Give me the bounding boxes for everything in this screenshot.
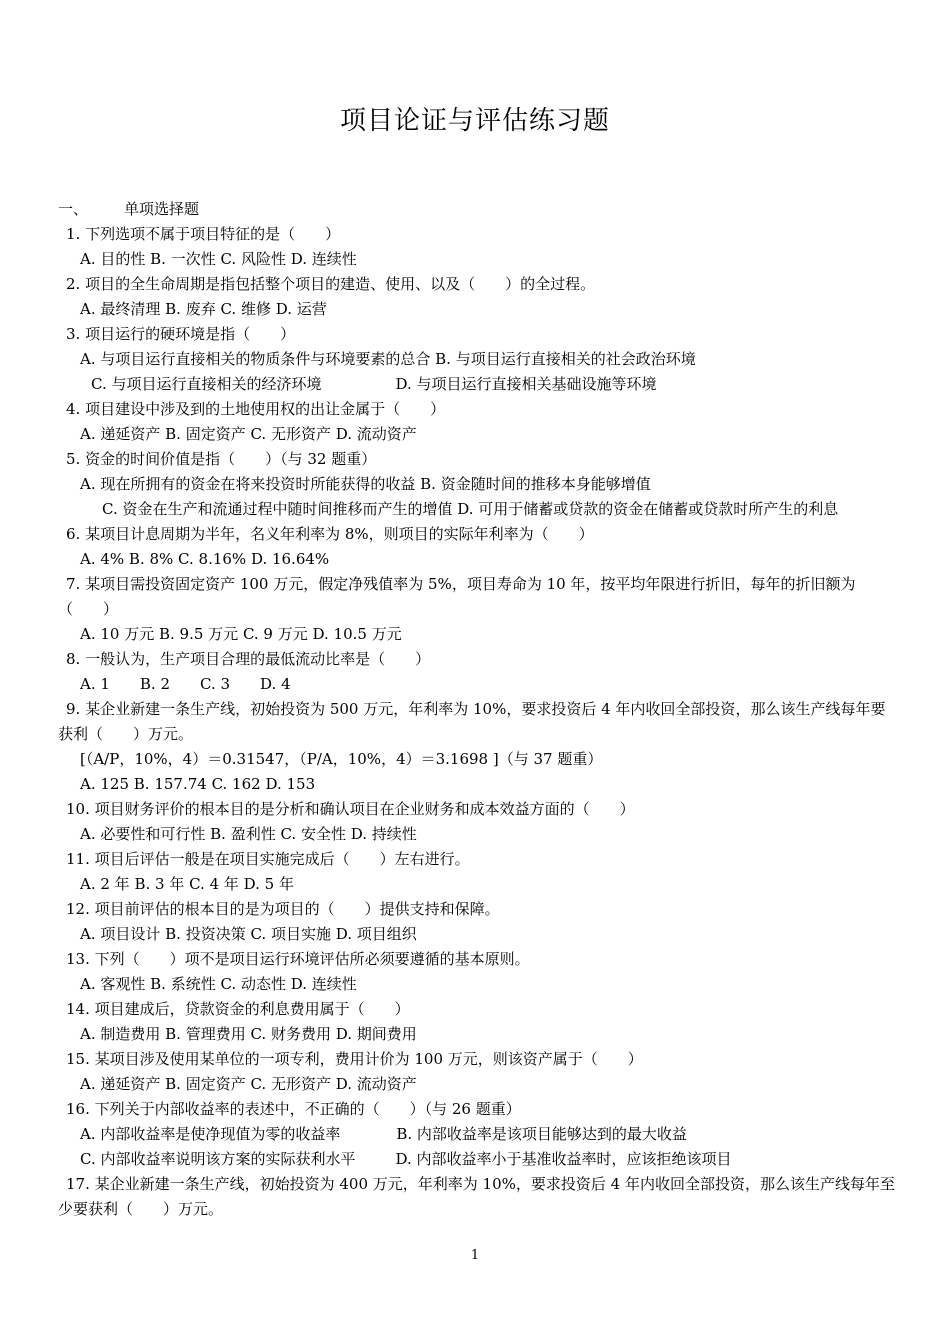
- question-2: 2. 项目的全生命周期是指包括整个项目的建造、使用、以及（ ）的全过程。: [66, 275, 596, 293]
- question-8-options: A. 1 B. 2 C. 3 D. 4: [80, 675, 291, 693]
- question-5-options-cd: C. 资金在生产和流通过程中随时间推移而产生的增值 D. 可用于储蓄或贷款的资金在储蓄或贷款时所产生的利息: [102, 500, 839, 518]
- question-1: 1. 下列选项不属于项目特征的是（ ）: [66, 225, 341, 243]
- question-16-option-c: C. 内部收益率说明该方案的实际获利水平: [80, 1150, 356, 1168]
- question-4: 4. 项目建设中涉及到的土地使用权的出让金属于（ ）: [66, 400, 446, 418]
- question-16: 16. 下列关于内部收益率的表述中，不正确的（ ）（与 26 题重）: [66, 1100, 521, 1118]
- question-16-option-d: D. 内部收益率小于基准收益率时，应该拒绝该项目: [395, 1150, 732, 1168]
- question-3-options-ab: A. 与项目运行直接相关的物质条件与环境要素的总合 B. 与项目运行直接相关的社会政治环境: [80, 350, 696, 368]
- question-14: 14. 项目建成后，贷款资金的利息费用属于（ ）: [66, 1000, 410, 1018]
- question-3: 3. 项目运行的硬环境是指（ ）: [66, 325, 296, 343]
- question-15: 15. 某项目涉及使用某单位的一项专利，费用计价为 100 万元，则该资产属于（ ）: [66, 1050, 643, 1068]
- question-2-options: A. 最终清理 B. 废弃 C. 维修 D. 运营: [80, 300, 327, 318]
- question-3-options-cd: [58, 372, 898, 397]
- document-title: 项目论证与评估练习题: [339, 106, 610, 136]
- question-11-options: A. 2 年 B. 3 年 C. 4 年 D. 5 年: [80, 875, 294, 893]
- question-9-factors: [（A/P，10%，4）＝0.31547，（P/A，10%，4）＝3.1698 ]（与 37 题重）: [80, 750, 603, 768]
- section-heading: [58, 197, 898, 222]
- question-16-option-a: A. 内部收益率是使净现值为零的收益率: [80, 1125, 341, 1143]
- question-17: 17. 某企业新建一条生产线，初始投资为 400 万元，年利率为 10%，要求投资后 4 年内收回全部投资，那么该生产线每年至少要获利（ ）万元。: [58, 1175, 895, 1218]
- question-11: 11. 项目后评估一般是在项目实施完成后（ ）左右进行。: [66, 850, 470, 868]
- question-10-options: A. 必要性和可行性 B. 盈利性 C. 安全性 D. 持续性: [80, 825, 417, 843]
- question-5-options-ab: A. 现在所拥有的资金在将来投资时所能获得的收益 B. 资金随时间的推移本身能够增值: [80, 475, 651, 493]
- question-16-option-b: B. 内部收益率是该项目能够达到的最大收益: [396, 1125, 687, 1143]
- question-12-options: A. 项目设计 B. 投资决策 C. 项目实施 D. 项目组织: [80, 925, 417, 943]
- question-13: 13. 下列（ ）项不是项目运行环境评估所必须要遵循的基本原则。: [66, 950, 530, 968]
- section-label: 单项选择题: [124, 200, 200, 218]
- question-1-options: A. 目的性 B. 一次性 C. 风险性 D. 连续性: [80, 250, 357, 268]
- question-8: 8. 一般认为，生产项目合理的最低流动比率是（ ）: [66, 650, 431, 668]
- question-16-options-cd: [58, 1147, 898, 1172]
- question-list: [58, 197, 898, 1222]
- question-13-options: A. 客观性 B. 系统性 C. 动态性 D. 连续性: [80, 975, 357, 993]
- question-16-options-ab: [58, 1122, 898, 1147]
- page-number: 1: [470, 1248, 480, 1263]
- section-number: 一、: [58, 200, 89, 218]
- question-4-options: A. 递延资产 B. 固定资产 C. 无形资产 D. 流动资产: [80, 425, 417, 443]
- question-9: 9. 某企业新建一条生产线，初始投资为 500 万元，年利率为 10%，要求投资后 4 年内收回全部投资，那么该生产线每年要获利（ ）万元。: [58, 700, 886, 743]
- question-10: 10. 项目财务评价的根本目的是分析和确认项目在企业财务和成本效益方面的（ ）: [66, 800, 635, 818]
- question-5: 5. 资金的时间价值是指（ ）（与 32 题重）: [66, 450, 377, 468]
- question-14-options: A. 制造费用 B. 管理费用 C. 财务费用 D. 期间费用: [80, 1025, 417, 1043]
- question-6: 6. 某项目计息周期为半年，名义年利率为 8%，则项目的实际年利率为（ ）: [66, 525, 594, 543]
- question-7: 7. 某项目需投资固定资产 100 万元，假定净残值率为 5%，项目寿命为 10 年，按平均年限进行折旧，每年的折旧额为（ ）: [58, 575, 856, 618]
- question-15-options: A. 递延资产 B. 固定资产 C. 无形资产 D. 流动资产: [80, 1075, 417, 1093]
- question-3-option-c: C. 与项目运行直接相关的经济环境: [91, 375, 322, 393]
- question-12: 12. 项目前评估的根本目的是为项目的（ ）提供支持和保障。: [66, 900, 500, 918]
- question-9-options: A. 125 B. 157.74 C. 162 D. 153: [80, 775, 316, 793]
- question-3-option-d: D. 与项目运行直接相关基础设施等环境: [395, 375, 657, 393]
- question-6-options: A. 4% B. 8% C. 8.16% D. 16.64%: [80, 550, 330, 568]
- question-7-options: A. 10 万元 B. 9.5 万元 C. 9 万元 D. 10.5 万元: [80, 625, 402, 643]
